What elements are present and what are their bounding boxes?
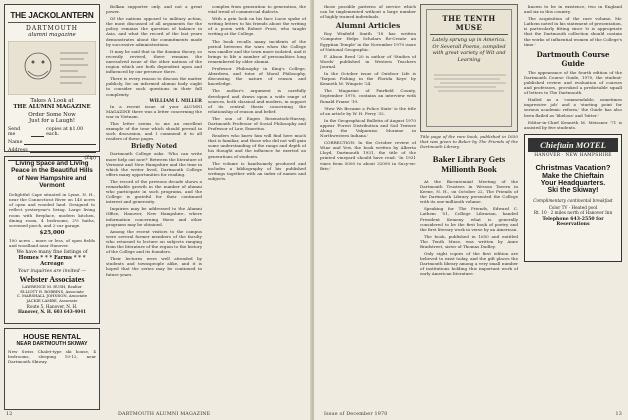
tenth-muse-caption: Title page of the rare book, published in 1650 that was given to Baker by The Friends of the Dartmouth Library. [420, 134, 518, 150]
jackolantern-title: THE JACKOLANTERN [10, 11, 94, 20]
address-field[interactable] [30, 148, 96, 153]
book-notes-intro: complex from generation to generation, the vital trend of commercial dialects. [208, 4, 306, 15]
left-page-number: 12 [6, 412, 13, 417]
course-intro: known to be in existence, two in England and six in this country. [524, 4, 622, 15]
right-page-number: 13 [615, 412, 622, 417]
name-line [8, 140, 96, 145]
order-copies-line [8, 127, 96, 137]
magazine-cover-illustration [8, 41, 96, 95]
copies-at-label: copies at $1.00 each. [46, 127, 84, 137]
articles-body2: F. Alison Reed '20 is author of 'Studies of Words' published in Western Teachers Journal. [320, 53, 416, 69]
xmas-question: Christmas Vacation? [535, 162, 611, 172]
baker-body2: Speaking for The Friends, Edward C. Lathem '51, College Librarian, handed President Kemeny what is generally considered to be the first book of poetry and the first literary work in verse by an American. [420, 206, 518, 232]
chieftain-brand: Chieftain MOTEL [528, 138, 618, 152]
complimentary-breakfast: Complimentary continental breakfast [533, 197, 613, 203]
articles-intro: those possible patterns of service which can be implemented without a large number of highly trained individuals. [320, 4, 416, 20]
tenth-muse-subtitle: Lately sprung up in America. Or Severall Poems, compiled with great variety of Wit and Learning [432, 37, 506, 63]
takes-look-text: Takes A Look at [30, 98, 74, 104]
articles-body3: In the October issue of Outdoor Life is 'Tarpon Fishing in the Florida Keys' by Kenneth M. Wingate '24. [320, 71, 416, 87]
name-field[interactable] [24, 140, 96, 145]
living-space-heading: Living Space and Living Peace in the Beautiful Hills of New Hampshire and Vermont [11, 160, 93, 189]
course-body: The acquisition of the rare volume, Mr. Lathem noted in his statement of presentation, is particularly fitting since 'it is appropriate that the Dartmouth collection should contain the works of influential women of the College's time.' [524, 16, 622, 47]
tenth-muse-title-page [420, 4, 518, 132]
title-page-ornament [430, 67, 510, 97]
alumni-articles-heading: Alumni Articles [335, 21, 401, 31]
address-line [8, 148, 96, 153]
letter-signature: WILLIAM I. MILLER [149, 98, 202, 104]
baker-body: At the Bicentennial Meeting of the Dartmouth Trustees in Wesson Tavern in Keene, N. H., on October 22, The Friends of the Dartmouth Library presented the College with its one-millionth volume. [420, 178, 518, 205]
jackolantern-subtitle: DARTMOUTH [26, 25, 78, 32]
copies-count-field[interactable] [31, 136, 45, 137]
firm-phone: Hanover, N. H. 603 643-4041 [17, 309, 87, 315]
left-page-footer: DARTMOUTH ALUMNI MAGAZINE [118, 412, 211, 417]
xmas-line3: Ski the Skiway! [547, 186, 599, 194]
real-estate-ad [4, 156, 100, 324]
articles-body6: In the Geographical Bulletin of August 1970 appear 'Forest Distribution and Soil Texture Along the Valparaiso Moraine in Northwestern Indiana.' [320, 117, 416, 139]
jackolantern-ad [4, 4, 100, 161]
course-body4: Editor-in-Chief Kenneth M. Meissner '71 is assisted by five students. [524, 119, 622, 130]
inquiries-text: Your inquiries are invited — [17, 269, 87, 275]
tenth-muse-title: THE TENTH MUSE [442, 14, 496, 32]
left-page [0, 0, 312, 420]
xmas-line1: Make the Chieftain [542, 172, 604, 180]
book-notes-body: With a grin look on his face Lucie spoke of writing letters to his friends about the writing of a poem with Robert Frost, who taught writing at the College. [208, 16, 306, 37]
alumni-articles-column [320, 4, 416, 404]
left-ad-column [4, 4, 100, 410]
house-rental-desc: New Swiss Chalet-type ski house, 4 bedrooms, sleeping 10-12, near Dartmouth Skiway. [8, 349, 96, 365]
just-for-laugh: Just for a Laugh! [28, 118, 76, 124]
letters-intro: Bolkan supporter only, and not a great power. [106, 4, 202, 15]
baker-library-heading: Baker Library Gets Millionth Book [432, 154, 506, 175]
articles-correction: CORRECTION: In the October review of Wine and Yew, the book written by Alberta Lloyd, Dartmouth 1931, the title of the printed vineyard should have read: 'In 1931 vines from 5000 to about 32000 in Sucy-en-Brie.' [320, 140, 416, 171]
name-label: Name [8, 140, 23, 145]
firm-agents: LAWRENCE M. RUSH, Realtor ELLIOTT R. ROBBINS, Associate C. MARSHALL JOHNSON, Associate JACKIE LAMBE, Associate [16, 284, 88, 303]
baker-body3: The book, published in 1650 and entitled The Tenth Muse, was written by Anne Bradstreet, sister of Thomas Dudley. [420, 233, 518, 249]
briefly-noted-heading: Briefly Noted [131, 143, 177, 151]
living-space-price: $25,000 [39, 229, 65, 236]
course-guide-column [524, 4, 622, 404]
articles-body4: The Magazine of Fairfield County, September 1970, contains an interview with Ronald Frame '19. [320, 88, 416, 104]
magazine-name: THE ALUMNI MAGAZINE [13, 104, 91, 110]
chieftain-location: HANOVER · NEW HAMPSHIRE [534, 152, 612, 158]
book-notes-column: complex from generation to generation, the vital trend of commercial dialects. With a grin look on his face Lucie spoke of writing letters to his friends about the writing of a poem with Robert Frost, who taught writing at the College. The book recalls many incidents of the period between the wars when the College was smaller and the town more isolated, and it brings to life a number of personalities long remembered by older alumni. Professor Philosophy in King's College, Aberdeen, and tutor of Moral Philosophy, discussing the nature of reason and knowledge. The author's argument is carefully developed and draws upon a wide range of sources, both classical and modern, in support of its central thesis concerning the relationship of reason and belief. The son of Eugen Rosenstock-Huessy, Dartmouth Professor of Social Philosophy and Professor of Law, Emeritus. Readers who knew him will find here much that is familiar, and those who did not will gain some understanding of the range and depth of his thought and the influence he exerted on generations of students. The volume is handsomely produced and includes a bibliography of his published writings together with an index of names and subjects. [208, 4, 306, 181]
course-body2: The appearance of the fourth edition of the Dartmouth Course Guide, 1970, the student-published review and evaluation of courses and professors, provoked a predictable squall of letters to The Dartmouth. [524, 69, 622, 96]
motel-features: Color TV · Heated pool [548, 204, 598, 210]
house-rental-ad [4, 328, 100, 410]
motel-phone: Telephone 643-2550 for Reservations [542, 216, 604, 227]
book-notes-para3: The son of Eugen Rosenstock-Huessy, Dartmouth Professor of Social Philosophy and Professor of Law, Emeritus. [208, 115, 306, 132]
right-page-footer: Issue of December 1970 [324, 412, 388, 417]
articles-body5: 'How We Became a Police State' is the title of an article by W. H. Ferry '32. [320, 105, 416, 116]
letters-intro2: In a recent issue of your ALUMNI MAGAZINE there was a letter concerning the war in Vietnam. [106, 103, 202, 119]
motel-routes: Rt. 10 · 2 miles north of Hanover Inn [533, 209, 613, 215]
acres-text: 100 acres – more or less, of open fields and woodland near Hanover. [9, 237, 95, 248]
briefly-noted-text: Dartmouth College asks: 'Who can write more help out now?' Between the literature of Vermont and New Hampshire and the time in which the writer lived, Dartmouth College offers many opportunities for reading. [106, 151, 202, 177]
send-me-label: Send me [8, 127, 21, 137]
letters-column: Bolkan supporter only, and not a great power. Of the nations opposed to military action, the most discussed of all arguments for the policy remains the question of balance in Asia, and what the record of the last years demonstrates about the commitments made by successive administrations. It may be said that in the domino theory, so recently revived, there remains the unresolved issue of the other nations of the region which are both dependent upon and influenced by our presence there. There is every reason to discuss the matter publicly, for an informed alumni body ought to consider such questions in their full complexity. WILLIAM I. MILLER In a recent issue of your ALUMNI MAGAZINE there was a letter concerning the war in Vietnam. This letter seems to me an excellent example of the tone which should prevail in such discussion, and I commend it to all readers of these pages. Briefly Noted Dartmouth College asks: 'Who can write more help out now?' Between the literature of Vermont and New Hampshire and the time in which the writer lived, Dartmouth College offers many opportunities for reading. The record of the previous decade shows a remarkable growth in the number of alumni who participate in such programs, and the College is grateful for their continued interest and generosity. Inquiries may be addressed to the Alumni Office, Hanover, New Hampshire, where information concerning these and other programs may be obtained. Among the recent visitors to the campus were several former members of the faculty who returned to lecture on subjects ranging from the literature of the region to the history of the College and its founders. Their lectures were well attended by students and townspeople alike, and it is hoped that the series may be continued in future years. [106, 4, 202, 277]
course-body3: Hailed as a 'commendable, sometimes impressive job' and a 'starting point for serious academic reform,' the Guide has also been flailed as 'libelous' and 'bitter.' [524, 97, 622, 118]
zip-label: (Zip) [84, 156, 96, 161]
living-space-desc: Delightful Cape situated in Lyme, N. H., near the Connecticut River on 140 acres of open and wooded land. Designed to reflect yesteryear's living. Large living room with fireplace, modern kitchen, dining room, 4 bedrooms, 2½ baths, screened porch, and 2-car garage. [9, 192, 95, 228]
chieftain-motel-ad [524, 134, 622, 262]
house-rental-sub: NEAR DARTMOUTH SKIWAY [16, 341, 88, 347]
firm-address: Route 5, Hanover, N. H. [26, 304, 78, 310]
articles-body: Roy Winfield Smith '18 has written 'Computer Helps Scholars Re-Create an Egyptian Temple' in the November 1970 issue of National Geographic. [320, 31, 416, 52]
jackolantern-subtitle2: alumni magazine [28, 32, 76, 38]
right-page [314, 0, 628, 420]
listing-types: Homes * * * Farms * * * Acreage [18, 255, 86, 268]
baker-library-column: THE TENTH MUSE Lately sprung up in America. Or Severall Poems, compiled with great variety of Wit and Learning Title page of the rare book, published in 1650 that was given to Baker by The Friends of the Dartmouth Library. Baker Library Gets Millionth Book At the Bicentennial Meeting of the Dartmouth Trustees in Wesson Tavern in Keene, N. H., on October 22, The Friends of the Dartmouth Library presented the College with its one-millionth volume. Speaking for The Friends, Edward C. Lathem '51, College Librarian, handed President Kemeny what is generally considered to be the first book of poetry and the first literary work in verse by an American. The book, published in 1650 and entitled The Tenth Muse, was written by Anne Bradstreet, sister of Thomas Dudley. Only eight copies of the first edition are believed to exist today, and the gift places the Dartmouth library among a very small number of institutions holding this important work of early American literature. [420, 4, 518, 404]
listings-text: We have many fine listings of [16, 250, 88, 256]
firm-name: Webster Associates [19, 275, 85, 285]
order-now-text: Order Some Now [28, 112, 76, 118]
address-label: Address [8, 148, 28, 153]
book-notes-para2: Professor Philosophy in King's College, Aberdeen, and tutor of Moral Philosophy, discussing the nature of reason and knowledge. [208, 66, 306, 87]
house-rental-heading: HOUSE RENTAL [23, 332, 81, 341]
course-guide-heading: Dartmouth Course Guide [536, 49, 610, 68]
xmas-line2: Your Headquarters. [540, 179, 606, 187]
